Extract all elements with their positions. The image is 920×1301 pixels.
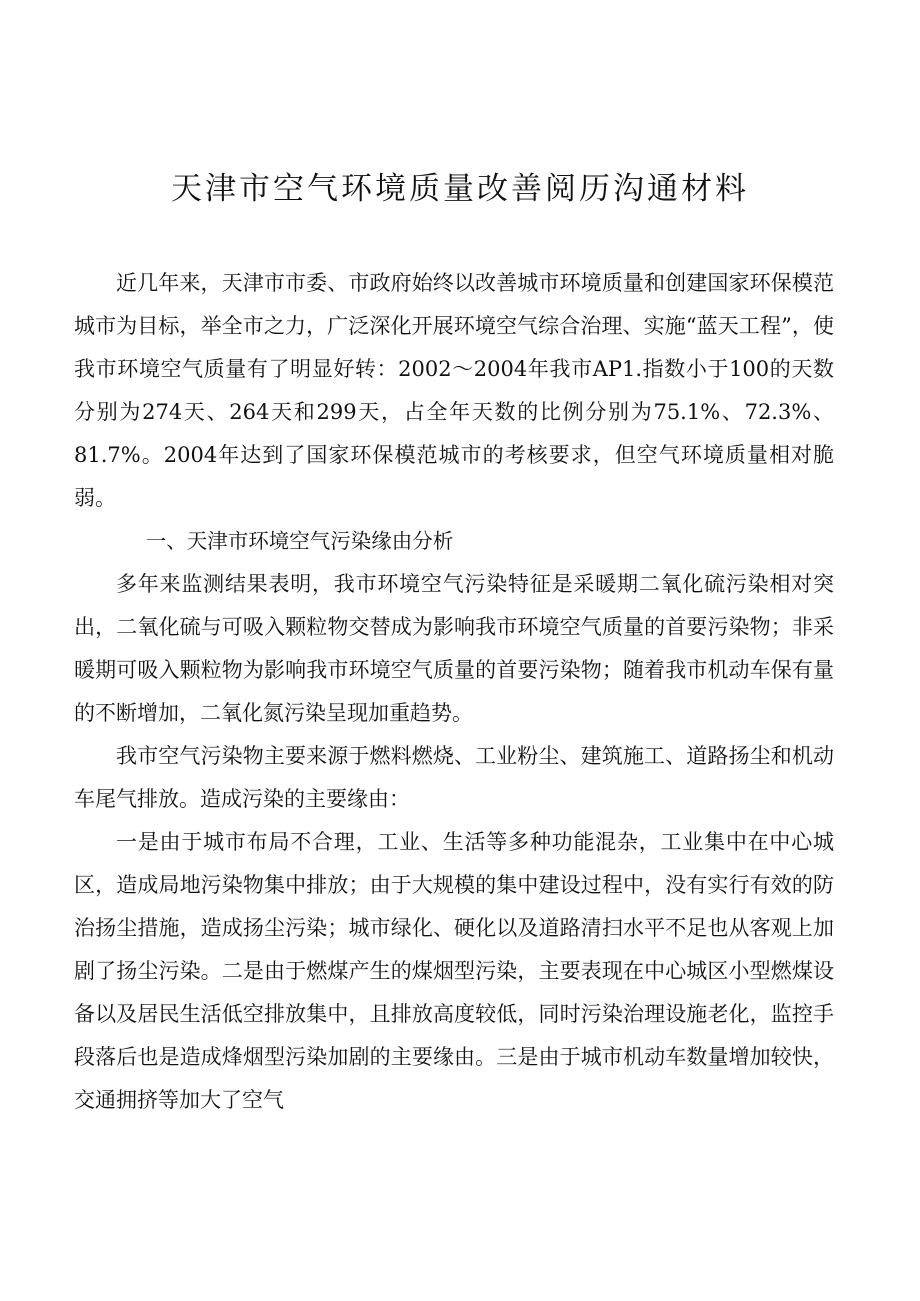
paragraph-causes: 一是由于城市布局不合理，工业、生活等多种功能混杂，工业集中在中心城区，造成局地污染物集中排放；由于大规模的集中建设过程中，没有实行有效的防治扬尘措施，造成扬尘污染；城市绿化、硬化以及道路清扫水平不足也从客观上加剧了扬尘污染。二是由于燃煤产生的煤烟型污染，主要表现在中心城区小型燃煤设备以及居民生活低空排放集中，且排放高度较低，同时污染治理设施老化，监控手段落后也是造成烽烟型污染加剧的主要缘由。三是由于城市机动车数量增加较快，交通拥挤等加大了空气 — [74, 830, 834, 1112]
document-body — [74, 262, 834, 1112]
section-heading: 一、天津市环境空气污染缘由分析 — [145, 529, 454, 553]
paragraph-intro: 近几年来，天津市市委、市政府始终以改善城市环境质量和创建国家环保模范城市为目标，举全市之力，广泛深化开展环境空气综合治理、实施“蓝天工程”，使我市环境空气质量有了明显好转：2002～2004年我市AP1.指数小于100的天数分别为274天、264天和299天，占全年天数的比例分别为75.1%、72.3%、81.7%。2004年达到了国家环保模范城市的考核要求，但空气环境质量相对脆弱。 — [74, 271, 834, 510]
paragraph-monitoring: 多年来监测结果表明，我市环境空气污染特征是采暖期二氧化硫污染相对突出，二氧化硫与可吸入颗粒物交替成为影响我市环境空气质量的首要污染物；非采暖期可吸入颗粒物为影响我市环境空气质量的首要污染物；随着我市机动车保有量的不断增加，二氧化氮污染呈现加重趋势。 — [74, 572, 834, 725]
paragraph-sources: 我市空气污染物主要来源于燃料燃烧、工业粉尘、建筑施工、道路扬尘和机动车尾气排放。造成污染的主要缘由： — [74, 744, 834, 811]
document-title: 天津市空气环境质量改善阅历沟通材料 — [171, 171, 749, 207]
